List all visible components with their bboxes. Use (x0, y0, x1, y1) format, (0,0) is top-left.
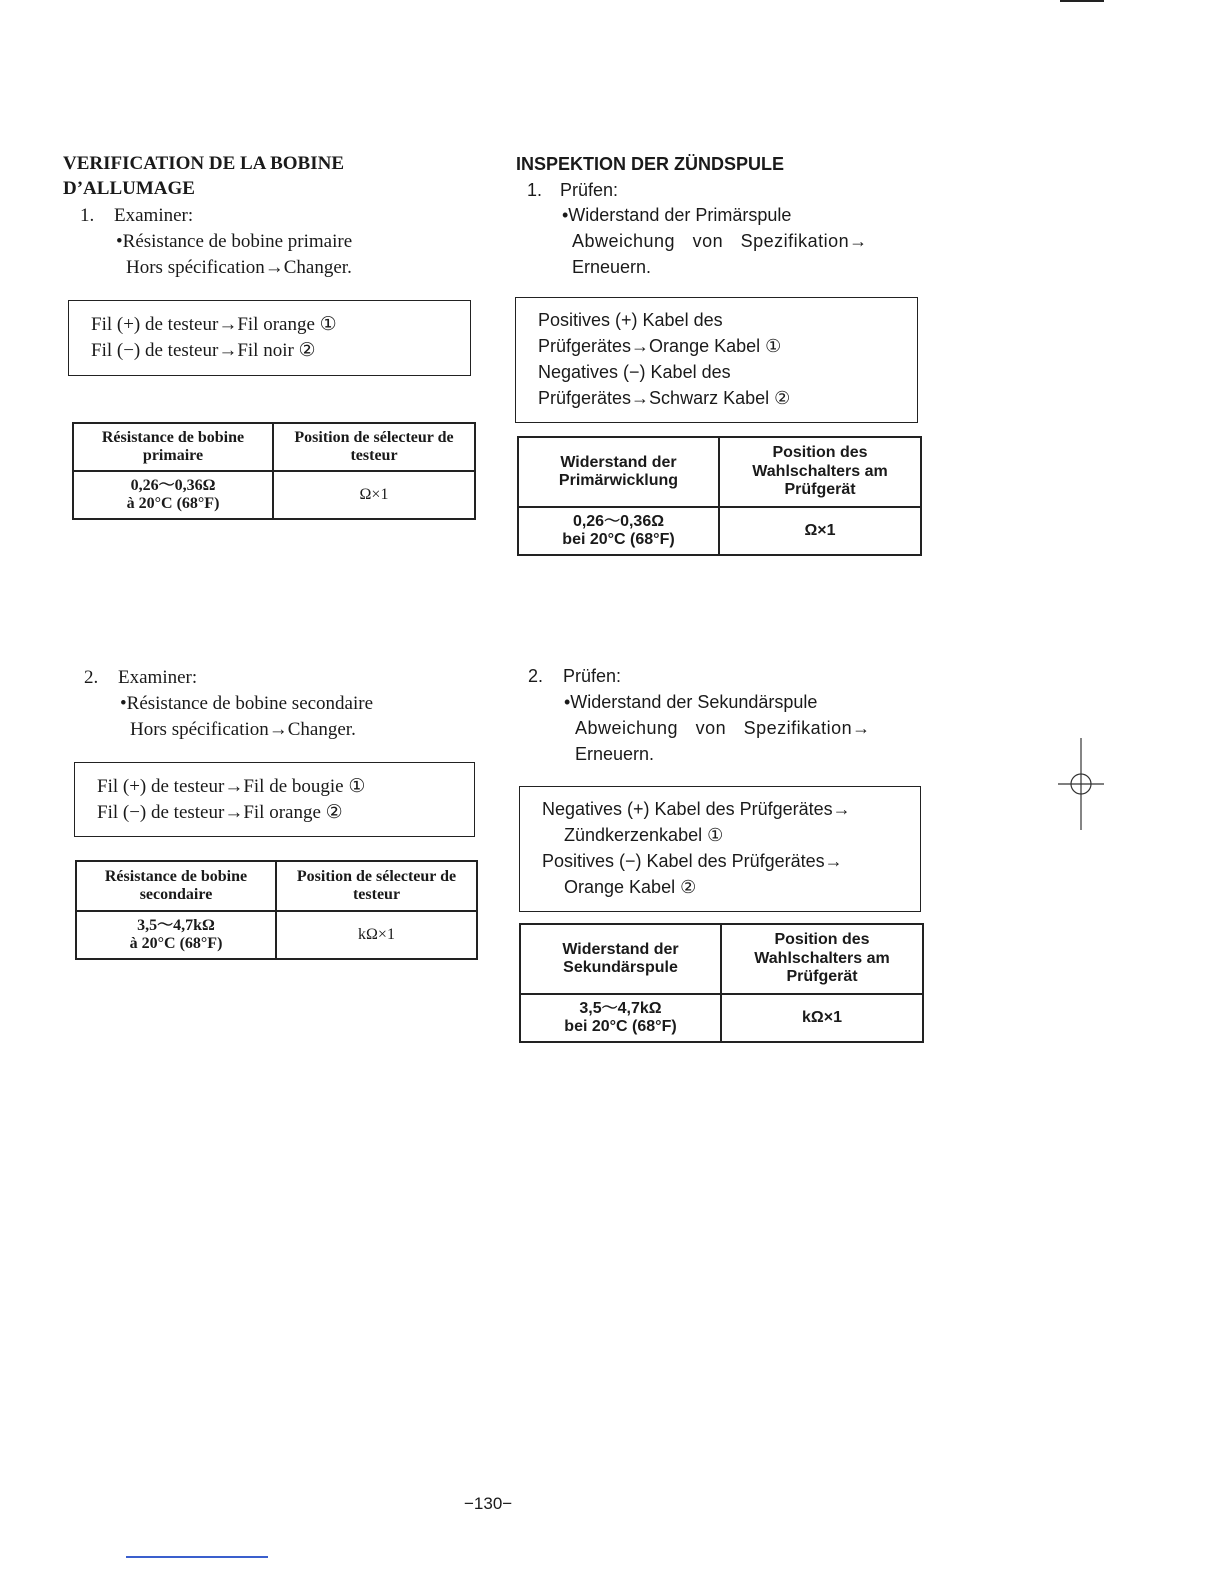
french-step1-box-line-2: Fil (−) de testeur→Fil noir ② (91, 340, 316, 361)
german-step1-box-line-2: Prüfgerätes→Orange Kabel ① (538, 336, 782, 356)
french-step1-number: 1. (80, 205, 95, 226)
french-step1-box-line-1: Fil (+) de testeur→Fil orange ① (91, 314, 337, 335)
german-step2-box-line-1: Negatives (+) Kabel des Prüfgerätes→ (542, 799, 851, 819)
french-step1-value-cell (73, 471, 273, 519)
german-step1-value-range: 0,26～0,36Ω (572, 512, 665, 530)
french-step2-number: 2. (84, 667, 99, 688)
german-step1-connection-box (515, 297, 918, 423)
german-step1-header-resistance: Widerstand der Primärwicklung (518, 437, 719, 507)
german-step2-connection-box (519, 786, 921, 912)
french-step1-action: Hors spécification→Changer. (126, 257, 352, 278)
german-step1-number: 1. (527, 180, 543, 200)
french-step2-box-line-1: Fil (+) de testeur→Fil de bougie ① (97, 776, 366, 797)
french-step2-bullet: •Résistance de bobine secondaire (120, 693, 374, 714)
french-step1-spec-table (72, 422, 476, 520)
french-step1-label: Examiner: (114, 205, 194, 226)
french-step2-spec-table (75, 860, 478, 960)
german-step2-value-temp: bei 20°C (68°F) (564, 1018, 677, 1035)
top-rule-mark (1060, 0, 1104, 2)
registration-crosshair-icon (1058, 738, 1104, 830)
german-step2-box-line-3: Positives (−) Kabel des Prüfgerätes→ (542, 851, 843, 871)
bottom-blue-rule (126, 1556, 268, 1558)
german-step2-box-line-2: Zündkerzenkabel ① (564, 825, 724, 845)
german-step1-action-1: Abweichung von Spezifikation→ (572, 231, 868, 251)
french-step2-box-line-2: Fil (−) de testeur→Fil orange ② (97, 802, 343, 823)
french-title-line-2: D’ALLUMAGE (63, 178, 195, 199)
french-step2-value-selector: kΩ×1 (276, 911, 477, 959)
german-step2-header-resistance: Widerstand der Sekundärspule (520, 924, 721, 994)
french-step1-header-selector: Position de sélecteur de testeur (273, 423, 475, 471)
french-title-line-1: VERIFICATION DE LA BOBINE (63, 153, 345, 174)
french-step2-header-resistance: Résistance de bobine secondaire (76, 861, 276, 911)
german-step2-action-2: Erneuern. (575, 744, 655, 764)
page-number: −130− (464, 1494, 513, 1513)
french-step2-value-temp: à 20°C (68°F) (129, 935, 223, 952)
french-step1-value-range: 0,26～0,36Ω (130, 476, 216, 494)
german-step1-label: Prüfen: (560, 180, 619, 200)
french-step2-value-cell (76, 911, 276, 959)
german-step2-value-selector: kΩ×1 (721, 994, 923, 1042)
german-step2-label: Prüfen: (563, 666, 622, 686)
german-step2-box-line-4: Orange Kabel ② (564, 877, 697, 897)
german-step1-value-temp: bei 20°C (68°F) (562, 531, 675, 548)
german-step1-header-selector: Position des Wahlschalters am Prüfgerät (719, 437, 921, 507)
german-step1-value-cell (518, 507, 719, 555)
french-step2-action: Hors spécification→Changer. (130, 719, 356, 740)
french-step2-header-selector: Position de sélecteur de testeur (276, 861, 477, 911)
french-step1-value-selector: Ω×1 (273, 471, 475, 519)
french-step1-connection-box (68, 300, 471, 376)
french-step1-header-resistance: Résistance de bobine primaire (73, 423, 273, 471)
german-step1-box-line-4: Prüfgerätes→Schwarz Kabel ② (538, 388, 791, 408)
german-step2-number: 2. (528, 666, 544, 686)
german-step1-box-line-3: Negatives (−) Kabel des (538, 362, 731, 382)
french-step2-label: Examiner: (118, 667, 198, 688)
german-step2-header-selector: Position des Wahlschalters am Prüfgerät (721, 924, 923, 994)
german-step2-action-1: Abweichung von Spezifikation→ (575, 718, 871, 738)
german-step2-bullet: •Widerstand der Sekundärspule (564, 692, 818, 712)
german-step1-spec-table (517, 436, 922, 556)
german-step2-value-cell (520, 994, 721, 1042)
french-step2-connection-box (74, 762, 475, 837)
german-step1-value-selector: Ω×1 (719, 507, 921, 555)
french-step2-value-range: 3,5～4,7kΩ (137, 916, 215, 934)
french-step1-value-temp: à 20°C (68°F) (126, 495, 220, 512)
german-step1-action-2: Erneuern. (572, 257, 652, 277)
german-step1-box-line-1: Positives (+) Kabel des (538, 310, 723, 330)
german-title: INSPEKTION DER ZÜNDSPULE (516, 154, 785, 174)
german-step2-value-range: 3,5～4,7kΩ (579, 999, 662, 1017)
french-step1-bullet: •Résistance de bobine primaire (116, 231, 353, 252)
german-step1-bullet: •Widerstand der Primärspule (562, 205, 792, 225)
german-step2-spec-table (519, 923, 924, 1043)
